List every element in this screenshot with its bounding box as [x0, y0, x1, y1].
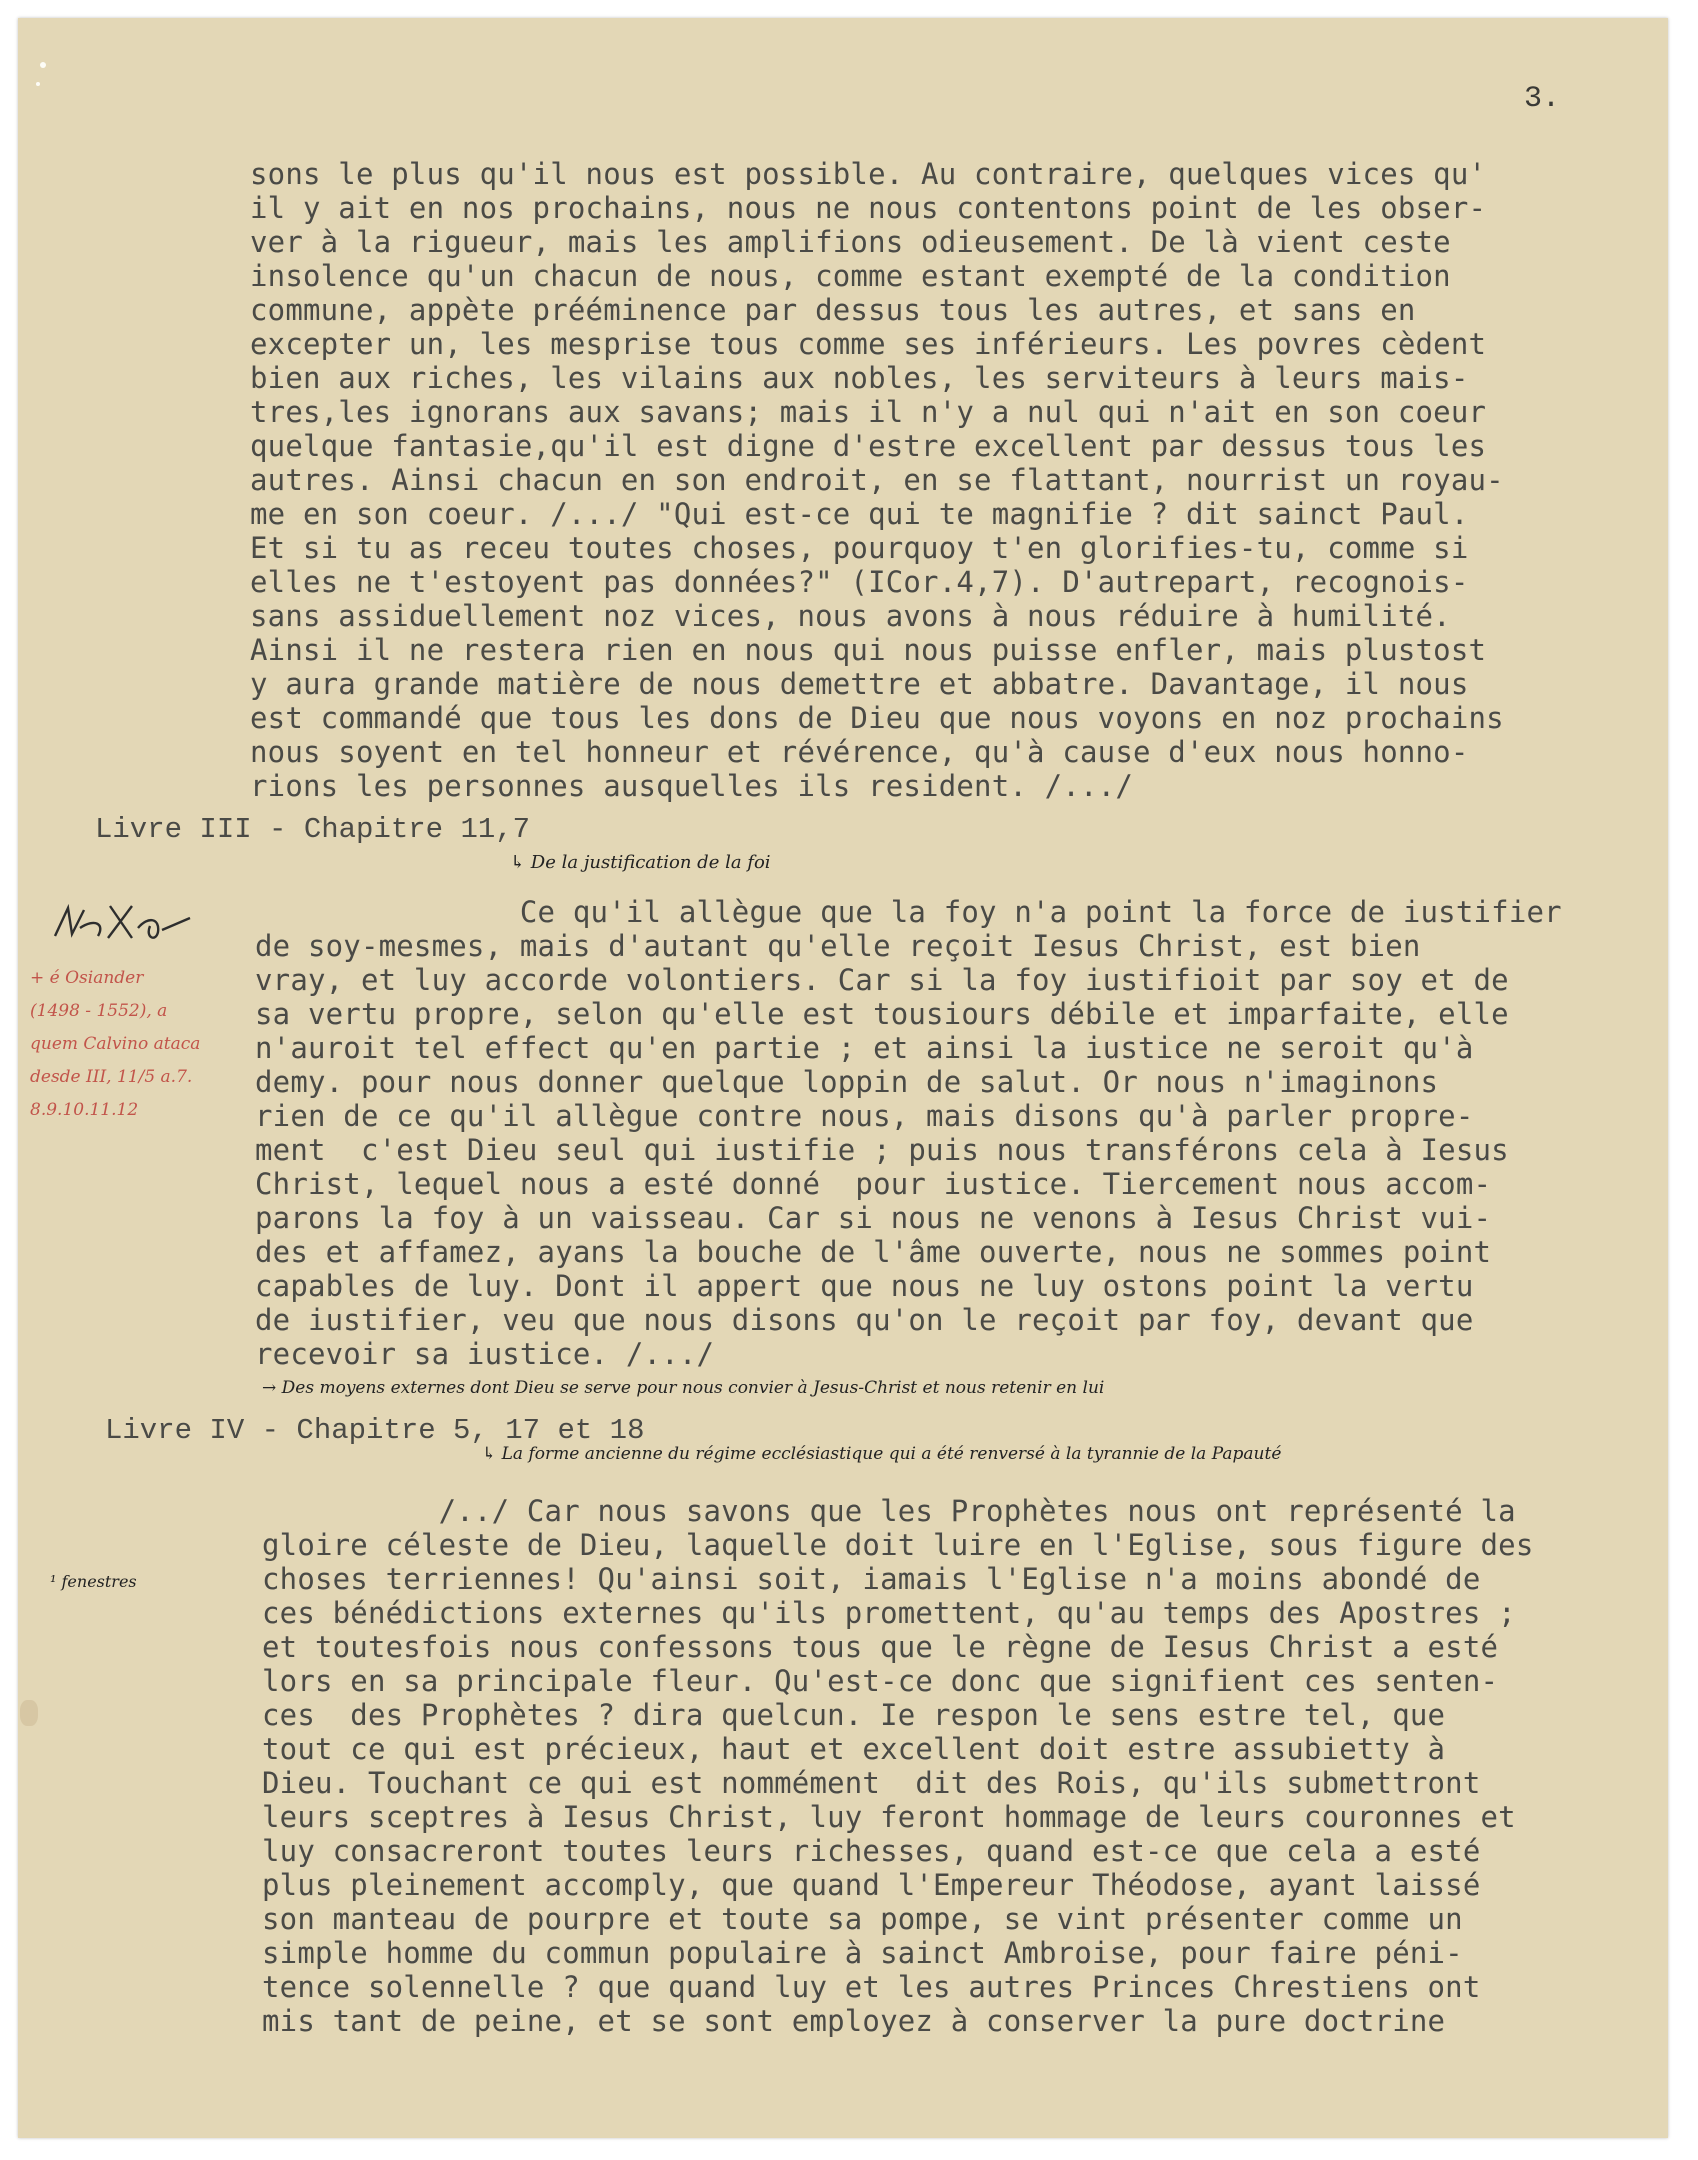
- typed-line: quelque fantasie,qu'il est digne d'estre excellent par dessus tous les: [250, 429, 1487, 463]
- crossed-out-scribble-icon: [50, 898, 200, 948]
- typed-line: choses terriennes! Qu'ainsi soit, iamais l'Eglise n'a moins abondé de: [262, 1562, 1481, 1596]
- typed-line: simple homme du commun populaire à sainct Ambroise, pour faire péni-: [262, 1936, 1463, 1970]
- typed-line: mis tant de peine, et se sont employez à conserver la pure doctrine: [262, 2004, 1446, 2038]
- typed-line: rions les personnes ausquelles ils resident. /.../: [250, 769, 1133, 803]
- typed-line: capables de luy. Dont il appert que nous ne luy ostons point la vertu: [255, 1269, 1474, 1303]
- typed-line: lors en sa principale fleur. Qu'est-ce donc que signifient ces senten-: [262, 1664, 1499, 1698]
- typed-line: ces bénédictions externes qu'ils promettent, qu'au temps des Apostres ;: [262, 1596, 1516, 1630]
- typed-line: demy. pour nous donner quelque loppin de salut. Or nous n'imaginons: [255, 1065, 1439, 1099]
- typed-line: Ce qu'il allègue que la foy n'a point la force de iustifier: [255, 895, 1562, 929]
- margin-note-line: desde III, 11/5 a.7.: [30, 1067, 193, 1087]
- typed-line: de soy-mesmes, mais d'autant qu'elle reçoit Iesus Christ, est bien: [255, 929, 1421, 963]
- typed-line: est commandé que tous les dons de Dieu que nous voyons en noz prochains: [250, 701, 1504, 735]
- typed-line: /../ Car nous savons que les Prophètes nous ont représenté la: [262, 1494, 1516, 1528]
- typed-line: rien de ce qu'il allègue contre nous, mais disons qu'à parler propre-: [255, 1099, 1474, 1133]
- typed-line: me en son coeur. /.../ "Qui est-ce qui te magnifie ? dit sainct Paul.: [250, 497, 1469, 531]
- margin-note-line: quem Calvino ataca: [30, 1034, 201, 1054]
- typed-line: il y ait en nos prochains, nous ne nous contentons point de les obser-: [250, 191, 1487, 225]
- typed-line: nous soyent en tel honneur et révérence, qu'à cause d'eux nous honno-: [250, 735, 1469, 769]
- typed-line: n'auroit tel effect qu'en partie ; et ainsi la iustice ne seroit qu'à: [255, 1031, 1474, 1065]
- typed-line: parons la foy à un vaisseau. Car si nous ne venons à Iesus Christ vui-: [255, 1201, 1492, 1235]
- section-heading-livre-iii: Livre III - Chapitre 11,7: [95, 813, 531, 846]
- typed-line: ver à la rigueur, mais les amplifions odieusement. De là vient ceste: [250, 225, 1451, 259]
- typed-line: son manteau de pourpre et toute sa pompe, se vint présenter comme un: [262, 1902, 1463, 1936]
- margin-note-osiander: [30, 962, 200, 1127]
- typed-line: plus pleinement accomply, que quand l'Empereur Théodose, ayant laissé: [262, 1868, 1481, 1902]
- section-heading-livre-iv: Livre IV - Chapitre 5, 17 et 18: [105, 1414, 645, 1447]
- handwritten-note-regime-ecclesiastique: ↳ La forme ancienne du régime ecclésiastique qui a été renversé à la tyrannie de la Papauté: [482, 1444, 1282, 1464]
- typed-line: sans assiduellement noz vices, nous avons à nous réduire à humilité.: [250, 599, 1451, 633]
- typed-line: ces des Prophètes ? dira quelcun. Ie respon le sens estre tel, que: [262, 1698, 1446, 1732]
- typed-line: et toutesfois nous confessons tous que le règne de Iesus Christ a esté: [262, 1630, 1499, 1664]
- typed-line: gloire céleste de Dieu, laquelle doit luire en l'Eglise, sous figure des: [262, 1528, 1534, 1562]
- typed-line: Ainsi il ne restera rien en nous qui nous puisse enfler, mais plustost: [250, 633, 1487, 667]
- typed-line: des et affamez, ayans la bouche de l'âme ouverte, nous ne sommes point: [255, 1235, 1492, 1269]
- typed-line: tres,les ignorans aux savans; mais il n'y a nul qui n'ait en son coeur: [250, 395, 1487, 429]
- paragraph-justification: [255, 895, 1562, 1371]
- typed-line: Et si tu as receu toutes choses, pourquoy t'en glorifies-tu, comme si: [250, 531, 1469, 565]
- typed-line: Dieu. Touchant ce qui est nommément dit des Rois, qu'ils submettront: [262, 1766, 1481, 1800]
- paragraph-prophetes: [262, 1494, 1533, 2038]
- typed-line: Christ, lequel nous a esté donné pour iustice. Tiercement nous accom-: [255, 1167, 1492, 1201]
- paper-stain: [20, 1700, 38, 1726]
- typed-line: excepter un, les mesprise tous comme ses inférieurs. Les povres cèdent: [250, 327, 1487, 361]
- paper-speck: [36, 82, 40, 86]
- handwritten-note-justification: ↳ De la justification de la foi: [510, 852, 771, 873]
- typed-line: sons le plus qu'il nous est possible. Au contraire, quelques vices qu': [250, 157, 1487, 191]
- typed-line: commune, appète prééminence par dessus tous les autres, et sans en: [250, 293, 1416, 327]
- typed-line: leurs sceptres à Iesus Christ, luy feront hommage de leurs couronnes et: [262, 1800, 1516, 1834]
- margin-note-line: (1498 - 1552), a: [30, 1001, 168, 1021]
- typed-line: elles ne t'estoyent pas données?" (ICor.4,7). D'autrepart, recognois-: [250, 565, 1469, 599]
- margin-note-line: + é Osiander: [30, 968, 144, 988]
- typed-line: ment c'est Dieu seul qui iustifie ; puis nous transférons cela à Iesus: [255, 1133, 1509, 1167]
- typed-line: tence solennelle ? que quand luy et les autres Princes Chrestiens ont: [262, 1970, 1481, 2004]
- typed-line: de iustifier, veu que nous disons qu'on le reçoit par foy, devant que: [255, 1303, 1474, 1337]
- handwritten-note-moyens-externes: → Des moyens externes dont Dieu se serve pour nous convier à Jesus-Christ et nous retenir en lui: [262, 1378, 1105, 1398]
- page-number: 3.: [1524, 82, 1561, 116]
- typed-line: y aura grande matière de nous demettre et abbatre. Davantage, il nous: [250, 667, 1469, 701]
- typed-line: tout ce qui est précieux, haut et excellent doit estre assubietty à: [262, 1732, 1446, 1766]
- typed-line: sa vertu propre, selon qu'elle est tousiours débile et imparfaite, elle: [255, 997, 1509, 1031]
- margin-note-fenestres: ¹ fenestres: [50, 1572, 137, 1591]
- paper-speck: [40, 62, 46, 68]
- typed-line: vray, et luy accorde volontiers. Car si la foy iustifioit par soy et de: [255, 963, 1509, 997]
- margin-note-line: 8.9.10.11.12: [30, 1100, 139, 1120]
- typed-line: recevoir sa iustice. /.../: [255, 1337, 715, 1371]
- typed-line: autres. Ainsi chacun en son endroit, en se flattant, nourrist un royau-: [250, 463, 1504, 497]
- typed-line: insolence qu'un chacun de nous, comme estant exempté de la condition: [250, 259, 1451, 293]
- typed-line: luy consacreront toutes leurs richesses, quand est-ce que cela a esté: [262, 1834, 1481, 1868]
- typed-line: bien aux riches, les vilains aux nobles, les serviteurs à leurs mais-: [250, 361, 1469, 395]
- paragraph-intro: [250, 157, 1504, 803]
